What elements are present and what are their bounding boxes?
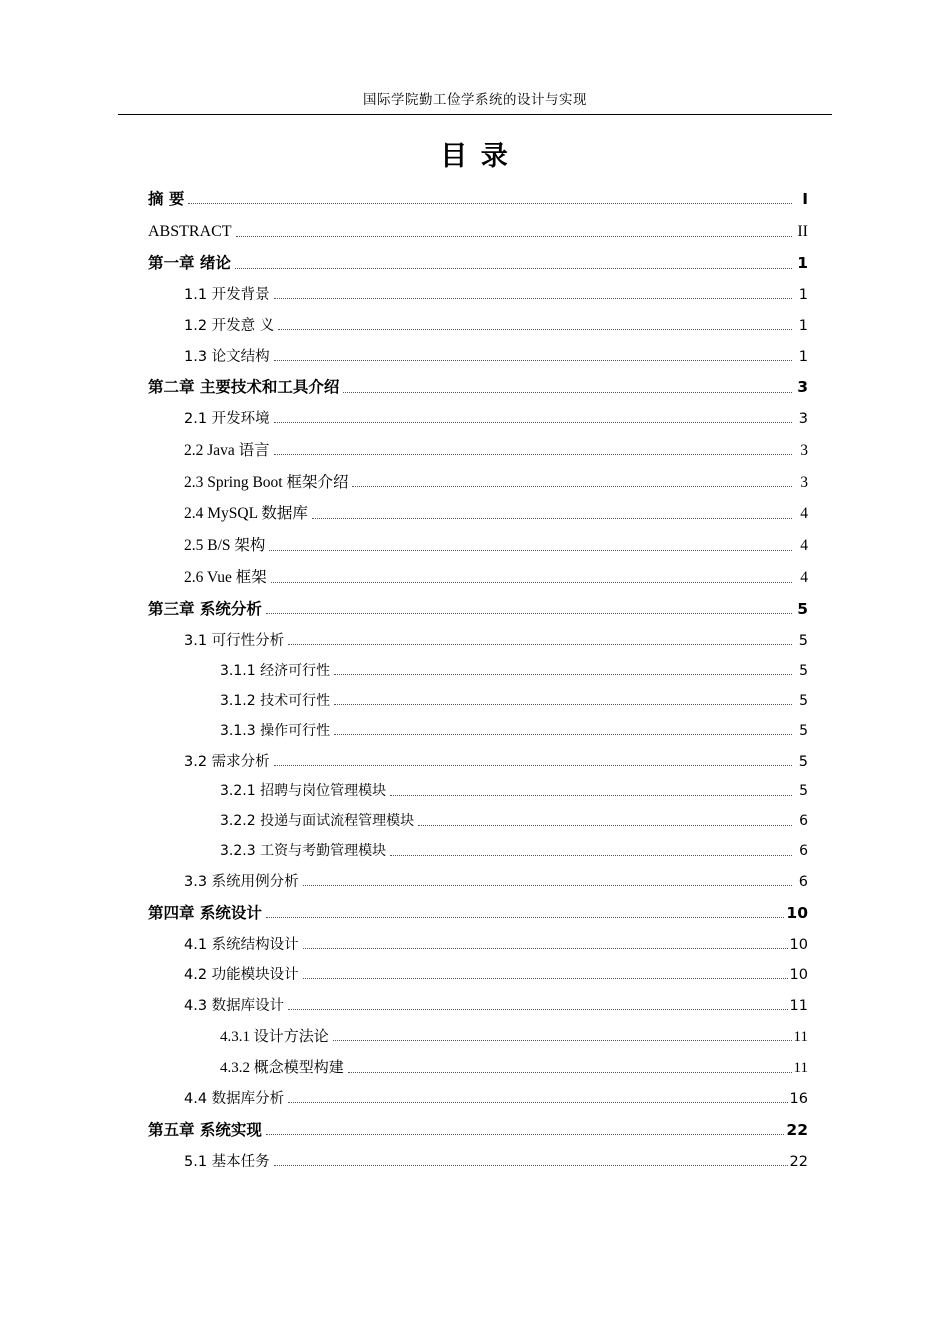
toc-entry-label: 4.4 数据库分析 <box>184 1091 285 1107</box>
toc-entry-label: 3.1.3 操作可行性 <box>220 722 331 739</box>
toc-entry[interactable] <box>184 1090 808 1108</box>
toc-entry-page: 3 <box>798 411 808 427</box>
toc-entry[interactable] <box>220 723 808 741</box>
toc-leader-dots <box>303 977 788 979</box>
toc-entry-label: 2.1 开发环境 <box>184 411 270 427</box>
toc-entry-label: 1.3 论文结构 <box>184 348 270 365</box>
toc-leader-dots <box>343 391 792 393</box>
toc-leader-dots <box>303 884 792 886</box>
toc-leader-dots <box>352 485 792 487</box>
toc-leader-dots <box>334 673 792 675</box>
toc-entry[interactable] <box>184 317 808 335</box>
toc-entry[interactable] <box>184 753 808 771</box>
toc-entry[interactable] <box>220 1059 808 1078</box>
toc-entry-page: 4 <box>800 569 808 587</box>
toc-leader-dots <box>418 824 792 826</box>
toc-leader-dots <box>274 297 792 299</box>
toc-entry[interactable] <box>220 663 808 681</box>
toc-leader-dots <box>334 703 792 705</box>
toc-entry[interactable] <box>148 600 808 619</box>
toc-entry[interactable] <box>148 254 808 273</box>
toc-entry[interactable] <box>184 536 808 555</box>
toc-entry[interactable] <box>184 632 808 650</box>
toc-leader-dots <box>274 764 792 766</box>
toc-entry-label: 4.2 功能模块设计 <box>184 967 299 984</box>
toc-entry[interactable] <box>148 378 808 397</box>
toc-leader-dots <box>278 328 792 330</box>
toc-entry-label: 3.1.2 技术可行性 <box>220 692 331 709</box>
toc-leader-dots <box>235 267 792 269</box>
toc-leader-dots <box>312 517 792 519</box>
toc-leader-dots <box>274 1164 788 1166</box>
toc-entry[interactable] <box>184 997 808 1015</box>
toc-entry-label: 1.1 开发背景 <box>184 287 270 304</box>
toc-entry-page: 3 <box>800 473 808 491</box>
toc-entry-label: 4.3 数据库设计 <box>184 997 285 1014</box>
toc-leader-dots <box>274 421 792 423</box>
toc-entry[interactable] <box>148 222 808 242</box>
toc-entry-label: 2.2 Java 语言 <box>184 441 270 459</box>
toc-entry-page: 5 <box>799 783 808 800</box>
toc-entry-page: 5 <box>799 692 808 709</box>
toc-entry[interactable] <box>184 441 808 460</box>
toc-entry-page: 3 <box>797 378 808 397</box>
toc-entry-page: 1 <box>798 287 808 304</box>
toc-entry-page: 16 <box>789 1091 808 1107</box>
table-of-contents <box>148 190 808 1183</box>
toc-entry-label: 5.1 基本任务 <box>184 1153 270 1170</box>
toc-entry-label: 第五章 系统实现 <box>148 1120 262 1139</box>
toc-entry-label: 3.1.1 经济可行性 <box>220 662 331 679</box>
toc-entry-label: 3.3 系统用例分析 <box>184 874 299 891</box>
toc-entry-page: 6 <box>799 843 808 860</box>
toc-leader-dots <box>271 581 792 583</box>
toc-entry[interactable] <box>184 286 808 304</box>
toc-entry-label: 4.1 系统结构设计 <box>184 936 299 953</box>
toc-entry[interactable] <box>220 693 808 711</box>
toc-entry-label: 3.2 需求分析 <box>184 753 270 770</box>
toc-entry[interactable] <box>148 190 808 209</box>
toc-entry-page: 5 <box>798 632 808 649</box>
toc-entry-label: 3.2.1 招聘与岗位管理模块 <box>220 783 387 800</box>
toc-entry-page: 3 <box>800 441 808 459</box>
toc-entry-label: 第二章 主要技术和工具介绍 <box>148 378 340 397</box>
toc-entry-page: 5 <box>799 662 808 679</box>
toc-entry-page: 4 <box>800 505 808 523</box>
page-title: 目 录 <box>440 141 510 172</box>
toc-entry-label: 2.5 B/S 架构 <box>184 537 266 555</box>
toc-leader-dots <box>288 1101 787 1103</box>
toc-entry-label: 4.3.2 概念模型构建 <box>220 1059 344 1076</box>
toc-leader-dots <box>303 947 788 949</box>
toc-entry-page: 10 <box>789 967 808 984</box>
toc-entry[interactable] <box>148 904 808 923</box>
toc-entry-label: 2.4 MySQL 数据库 <box>184 505 308 523</box>
toc-entry-label: 4.3.1 设计方法论 <box>220 1028 329 1045</box>
toc-leader-dots <box>288 1008 787 1010</box>
toc-entry[interactable] <box>220 783 808 801</box>
toc-entry[interactable] <box>184 966 808 984</box>
toc-leader-dots <box>288 643 792 645</box>
toc-entry-page: 11 <box>789 997 808 1014</box>
toc-entry[interactable] <box>184 936 808 954</box>
toc-entry-page: 1 <box>798 317 808 334</box>
toc-leader-dots <box>266 1133 785 1135</box>
toc-entry-label: 第四章 系统设计 <box>148 903 262 922</box>
toc-leader-dots <box>333 1039 792 1041</box>
toc-entry-page: I <box>802 190 808 208</box>
toc-leader-dots <box>269 549 792 551</box>
toc-leader-dots <box>390 794 792 796</box>
toc-entry-page: 11 <box>793 1059 808 1076</box>
toc-entry-label: 第三章 系统分析 <box>148 600 262 618</box>
toc-entry-label: 3.1 可行性分析 <box>184 632 285 649</box>
toc-entry-page: II <box>797 222 808 240</box>
toc-entry-page: 11 <box>793 1028 808 1045</box>
toc-entry-page: 22 <box>789 1153 808 1170</box>
toc-leader-dots <box>274 453 792 455</box>
toc-leader-dots <box>188 202 792 204</box>
toc-entry-page: 10 <box>789 936 808 953</box>
toc-entry-page: 6 <box>798 874 808 891</box>
toc-leader-dots <box>348 1071 792 1073</box>
toc-entry[interactable] <box>184 410 808 428</box>
toc-entry-page: 6 <box>799 813 808 830</box>
toc-entry[interactable] <box>220 1028 808 1047</box>
toc-entry[interactable] <box>184 473 808 492</box>
toc-entry-page: 1 <box>797 254 808 273</box>
toc-entry[interactable] <box>220 843 808 861</box>
toc-entry-label: 摘 要 <box>148 190 185 208</box>
toc-entry[interactable] <box>220 813 808 831</box>
toc-entry-label: 3.2.3 工资与考勤管理模块 <box>220 843 387 860</box>
toc-entry-label: 2.6 Vue 框架 <box>184 569 267 587</box>
toc-leader-dots <box>266 916 785 918</box>
toc-entry[interactable] <box>184 568 808 587</box>
toc-leader-dots <box>274 359 792 361</box>
toc-entry-label: 第一章 绪论 <box>148 254 231 273</box>
toc-entry[interactable] <box>184 504 808 523</box>
toc-entry-label: 3.2.2 投递与面试流程管理模块 <box>220 813 415 830</box>
toc-entry-page: 4 <box>800 537 808 555</box>
toc-entry[interactable] <box>148 1121 808 1140</box>
toc-entry[interactable] <box>184 348 808 366</box>
toc-leader-dots <box>334 733 792 735</box>
toc-entry-page: 22 <box>786 1120 808 1139</box>
toc-entry[interactable] <box>184 1153 808 1171</box>
toc-entry-label: 1.2 开发意 义 <box>184 317 275 334</box>
running-header: 国际学院勤工俭学系统的设计与实现 <box>363 92 587 108</box>
toc-entry-page: 5 <box>797 600 808 618</box>
toc-entry-label: 2.3 Spring Boot 框架介绍 <box>184 473 349 491</box>
toc-entry-page: 5 <box>799 722 808 739</box>
toc-entry-page: 5 <box>798 753 808 770</box>
toc-leader-dots <box>236 235 792 237</box>
toc-entry-page: 10 <box>786 903 808 922</box>
header-divider <box>118 114 832 115</box>
toc-entry-label: ABSTRACT <box>148 222 232 240</box>
toc-leader-dots <box>390 854 792 856</box>
toc-entry[interactable] <box>184 873 808 891</box>
toc-leader-dots <box>266 612 792 614</box>
toc-entry-page: 1 <box>798 348 808 365</box>
